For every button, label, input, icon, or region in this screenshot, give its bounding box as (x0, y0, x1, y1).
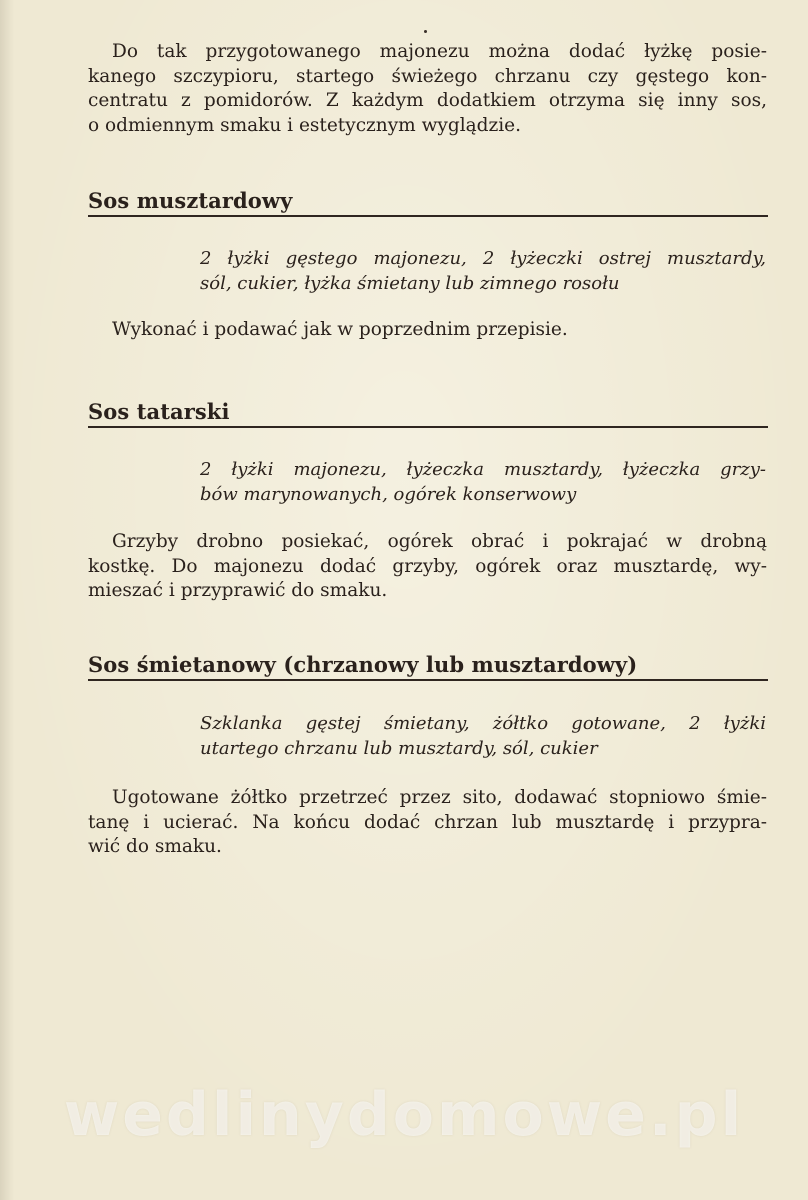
recipe-title: Sos śmietanowy (chrzanowy lub musztardowy) (88, 652, 768, 681)
text-line: utartego chrzanu lub musztardy, sól, cukier (200, 738, 598, 759)
recipe-title: Sos tatarski (88, 399, 768, 428)
watermark: wedlinydomowe.pl (63, 1080, 745, 1150)
recipe-method (88, 786, 767, 860)
recipe-ingredients (200, 457, 766, 507)
text-line: kanego szczypioru, startego świeżego chrzanu czy gęstego kon- (88, 65, 767, 87)
recipe-method (88, 530, 767, 604)
text-line: Szklanka gęstej śmietany, żółtko gotowane, 2 łyżki (200, 713, 766, 734)
recipe-ingredients (200, 711, 766, 761)
page-edge-shadow (0, 0, 14, 1200)
text-line: mieszać i przyprawić do smaku. (88, 580, 388, 601)
text-line: Do tak przygotowanego majonezu można dodać łyżkę posie- (112, 41, 767, 62)
text-line: centratu z pomidorów. Z każdym dodatkiem otrzyma się inny sos, (88, 90, 767, 111)
text-line: bów marynowanych, ogórek konserwowy (200, 484, 577, 505)
text-line: sól, cukier, łyżka śmietany lub zimnego rosołu (200, 273, 620, 294)
text-line: Wykonać i podawać jak w poprzednim przepisie. (112, 319, 568, 340)
text-line: 2 łyżki majonezu, łyżeczka musztardy, łyżeczka grzy- (200, 459, 766, 480)
text-line: wić do smaku. (88, 836, 222, 857)
recipe-title: Sos musztardowy (88, 188, 768, 217)
text-line: Grzyby drobno posiekać, ogórek obrać i pokrajać w drobną (112, 531, 767, 552)
recipe-ingredients (200, 246, 766, 296)
recipe-method (88, 318, 767, 343)
text-line: tanę i ucierać. Na końcu dodać chrzan lub musztardę i przypra- (88, 811, 767, 833)
text-line: kostkę. Do majonezu dodać grzyby, ogórek oraz musztardę, wy- (88, 555, 767, 577)
text-line: 2 łyżki gęstego majonezu, 2 łyżeczki ostrej musztardy, (200, 248, 766, 269)
text-line: Ugotowane żółtko przetrzeć przez sito, dodawać stopniowo śmie- (112, 787, 767, 808)
print-speck (424, 30, 427, 33)
intro-paragraph (88, 40, 767, 138)
text-line: o odmiennym smaku i estetycznym wyglądzie. (88, 114, 521, 136)
